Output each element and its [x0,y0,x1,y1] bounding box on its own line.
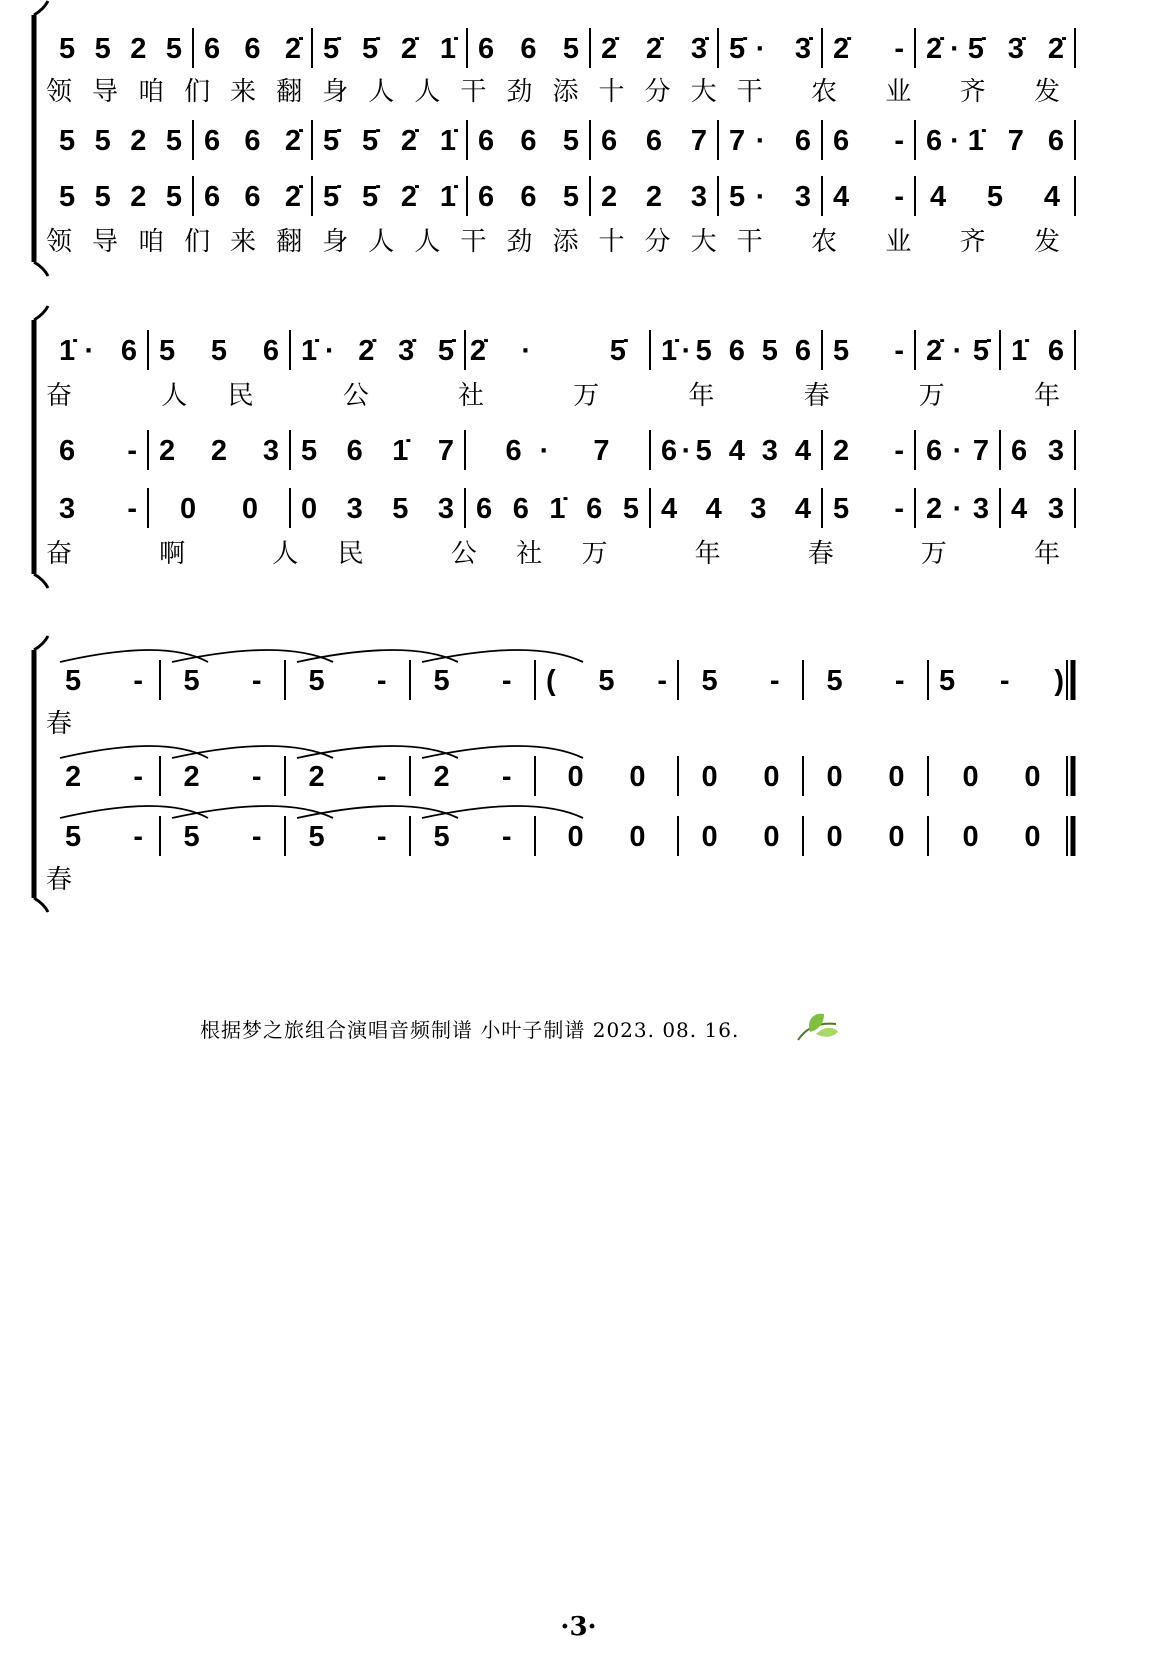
measure-notes: 6 6 2̇ [204,125,301,157]
measure-notes: 0 0 [962,821,1041,853]
measure-notes: 5 - [65,665,143,697]
measure-notes: 5 - [833,493,904,525]
measure-notes: 5 - [701,665,780,697]
measure-notes: 4 4 3 4 [661,493,811,525]
measure-notes: 1̇· 2̇ 3̇ 5̇ [301,335,454,367]
measure-notes: 2̇·5̇ [926,335,989,367]
measure-notes: 5̇ 5̇ 2̇ 1̇ [323,125,456,157]
measure-notes: 5 5 6 [159,335,279,367]
measure-notes: 5̇ 5̇ 2̇ 1̇ [323,33,456,65]
measure-notes: 6 3 [1011,435,1064,467]
measure-notes: 6 6 1̇ 6 5 [476,493,639,525]
credit-text: 根据梦之旅组合演唱音频制谱 小叶子制谱 2023. 08. 16. [200,1018,740,1042]
tie-arc [422,806,583,818]
measure-notes: 2̇· 5̇ [469,335,626,367]
tie-arc [60,650,208,662]
bracket-top-hook [34,636,48,650]
measure-notes: 5 - [65,821,143,853]
lyric-line: 春 [46,865,73,895]
measure-notes: 4 3 [1011,493,1064,525]
measure-notes: 2 - [183,761,262,793]
measure-notes: 6 6 2̇ [204,33,301,65]
measure-notes: 0 0 [962,761,1041,793]
tie-arc [422,650,583,662]
green-leaf-icon [792,1010,840,1044]
lyric-line: 领导咱们来翻身人人干劲添十分大干 农 业 齐 发 [46,227,1060,257]
measure-notes: 5 6 1̇ 7 [301,435,454,467]
measure-notes: 0 0 [180,493,258,525]
measure-notes: 5 5 2 5 [59,181,182,213]
measure-notes: 0 0 [567,761,646,793]
measure-notes: 5̇ 5̇ 2̇ 1̇ [323,181,456,213]
measure-notes: 5 - [833,335,904,367]
lyric-line: 春 [46,709,73,739]
measure-notes: 2 2 3 [601,181,707,213]
page-number: ·3· [560,1612,597,1642]
measure-notes: 5 5 2 5 [59,33,182,65]
measure-notes: 1̇·5 6 5 6 [661,335,811,367]
tie-arc [60,806,208,818]
measure-notes: 6 6 5 [478,181,579,213]
tie-arc [422,746,583,758]
measure-notes: 2 - [433,761,512,793]
bracket-top-hook [34,1,48,15]
measure-notes: 5 - [826,665,905,697]
tie-arc [60,746,208,758]
measure-notes: 1̇ 6 [1011,335,1064,367]
measure-notes: 5 - [308,665,387,697]
measure-notes: 6 - [833,125,904,157]
measure-notes: 2 - [308,761,387,793]
measure-notes: 6 6 7 [601,125,707,157]
measure-notes: 5 - [183,665,262,697]
measure-notes: 0 0 [701,761,780,793]
measure-notes: 1̇· 6 [59,335,137,367]
measure-notes: 4 5 4 [930,181,1060,213]
measure-notes: 6 6 5 [478,33,579,65]
measure-notes: 6 6 5 [478,125,579,157]
measure-notes: 6 - [59,435,137,467]
measure-notes: 0 3 5 3 [301,493,454,525]
measure-notes: 3 - [59,493,137,525]
measure-notes: 0 0 [701,821,780,853]
measure-notes: 2·3 [926,493,989,525]
measure-notes: 2 - [833,435,904,467]
measure-notes: 5 - ) [939,665,1064,697]
lyric-line: 奋 啊 人民 公社万 年 春 万 年 [46,539,1060,569]
bracket-top-hook [34,306,48,320]
lyric-line: 领导咱们来翻身人人干劲添十分大干 农 业 齐 发 [46,77,1060,107]
measure-notes: 6 6 2̇ [204,181,301,213]
lyric-line: 奋 人民 公 社 万 年 春 万 年 [46,381,1060,411]
bracket-bottom-hook [34,262,48,276]
measure-notes: 2̇ - [833,33,904,65]
bracket-bottom-hook [34,574,48,588]
measure-notes: 5 - [433,665,512,697]
measure-notes: 5̇· 3̇ [729,33,811,65]
bracket-bottom-hook [34,898,48,912]
measure-notes: 2̇·5̇ 3̇ 2̇ [926,33,1064,65]
measure-notes: 6·7 [926,435,989,467]
measure-notes: 2 - [65,761,143,793]
measure-notes: 0 0 [826,761,905,793]
measure-notes: 2 2 3 [159,435,279,467]
measure-notes: 4 - [833,181,904,213]
measure-notes: 0 0 [567,821,646,853]
measure-notes: 6·5 4 3 4 [661,435,811,467]
measure-notes: 5 - [183,821,262,853]
measure-notes: 0 0 [826,821,905,853]
measure-notes: 7· 6 [729,125,811,157]
measure-notes: 5· 3 [729,181,811,213]
measure-notes: 5 5 2 5 [59,125,182,157]
measure-notes: 5 - [308,821,387,853]
measure-notes: ( 5 - [546,665,667,697]
measure-notes: 6·1̇ 7 6 [926,125,1064,157]
measure-notes: 5 - [433,821,512,853]
measure-notes: 2̇ 2̇ 3̇ [601,33,707,65]
measure-notes: 6· 7 [505,435,610,467]
